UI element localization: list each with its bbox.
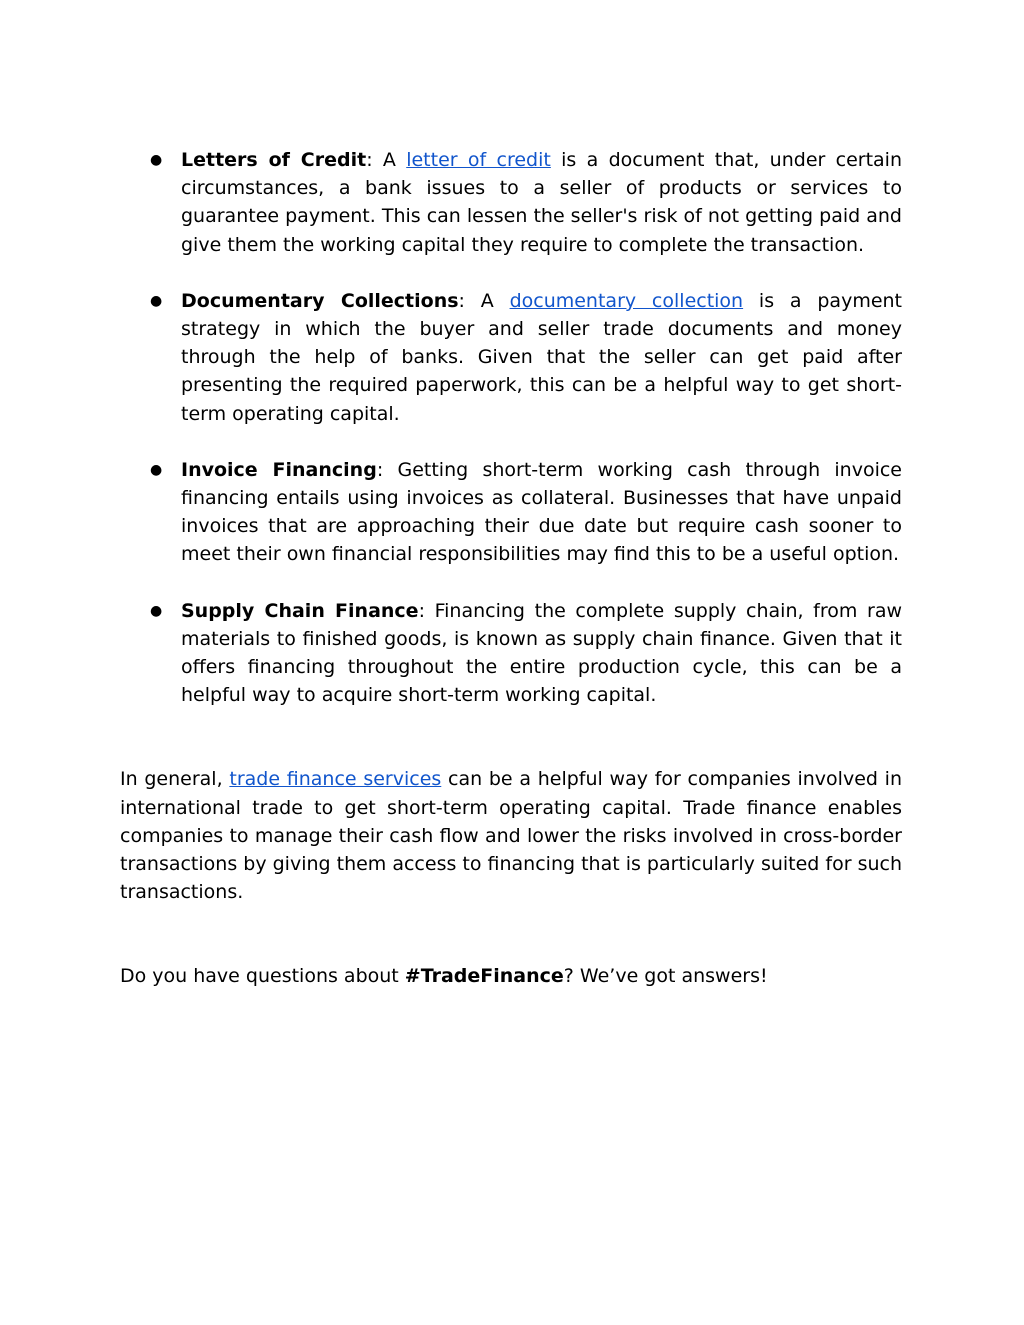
closing-paragraph	[120, 962, 902, 990]
documentary-collection-link[interactable]: documentary collection	[509, 289, 744, 312]
term-separator: : A	[458, 289, 510, 312]
summary-rest: can be a helpful way for companies involved in international trade to get short-term operating capital. Trade finance enables companies to manage their cash flow and lower the risks involved in cross-border transactions by giving them access to financing that is particularly suited for such transactions.	[120, 768, 903, 904]
bullet-icon: ●	[150, 602, 163, 619]
summary-lead: In general,	[120, 768, 230, 791]
letter-of-credit-link[interactable]: letter of credit	[406, 149, 551, 171]
list-item-letters-of-credit	[120, 146, 902, 259]
term-heading: Letters of Credit	[181, 149, 367, 171]
term-separator: : A	[366, 149, 407, 171]
summary-paragraph	[120, 765, 902, 906]
list-item-invoice-financing	[120, 456, 902, 569]
closing-rest: ? We’ve got answers!	[563, 965, 768, 988]
hashtag: #TradeFinance	[404, 965, 564, 988]
list-item-documentary-collections	[120, 287, 902, 428]
bullet-icon: ●	[150, 292, 163, 309]
item-description: : Financing the complete supply chain, from raw materials to finished goods, is known as supply chain finance. Given that it offers financing throughout the entire production cycle, this can be a helpful way to acquire short-term working capital.	[181, 599, 902, 707]
bullet-icon: ●	[150, 461, 163, 478]
term-heading: Documentary Collections	[181, 289, 459, 312]
item-description: : Getting short-term working cash through invoice financing entails using invoices as collateral. Businesses that have unpaid invoices that are approaching their due date but require cash sooner to meet their own financial responsibilities may find this to be a useful option.	[181, 458, 902, 566]
trade-finance-services-link[interactable]: trade finance services	[229, 768, 442, 791]
closing-lead: Do you have questions about	[120, 965, 405, 988]
document-page	[120, 146, 902, 991]
list-item-supply-chain-finance	[120, 597, 902, 710]
bullet-list	[120, 146, 902, 709]
bullet-icon: ●	[150, 152, 163, 168]
term-heading: Supply Chain Finance	[181, 599, 419, 622]
term-heading: Invoice Financing	[181, 458, 377, 481]
item-description: is a payment strategy in which the buyer and seller trade documents and money through the help of banks. Given that the seller can get paid after presenting the required paperwork, this can be a helpful way to get short-term operating capital.	[181, 289, 903, 425]
item-description: is a document that, under certain circumstances, a bank issues to a seller of products or services to guarantee payment. This can lessen the seller's risk of not getting paid and give them the working capital they require to complete the transaction.	[181, 149, 902, 256]
